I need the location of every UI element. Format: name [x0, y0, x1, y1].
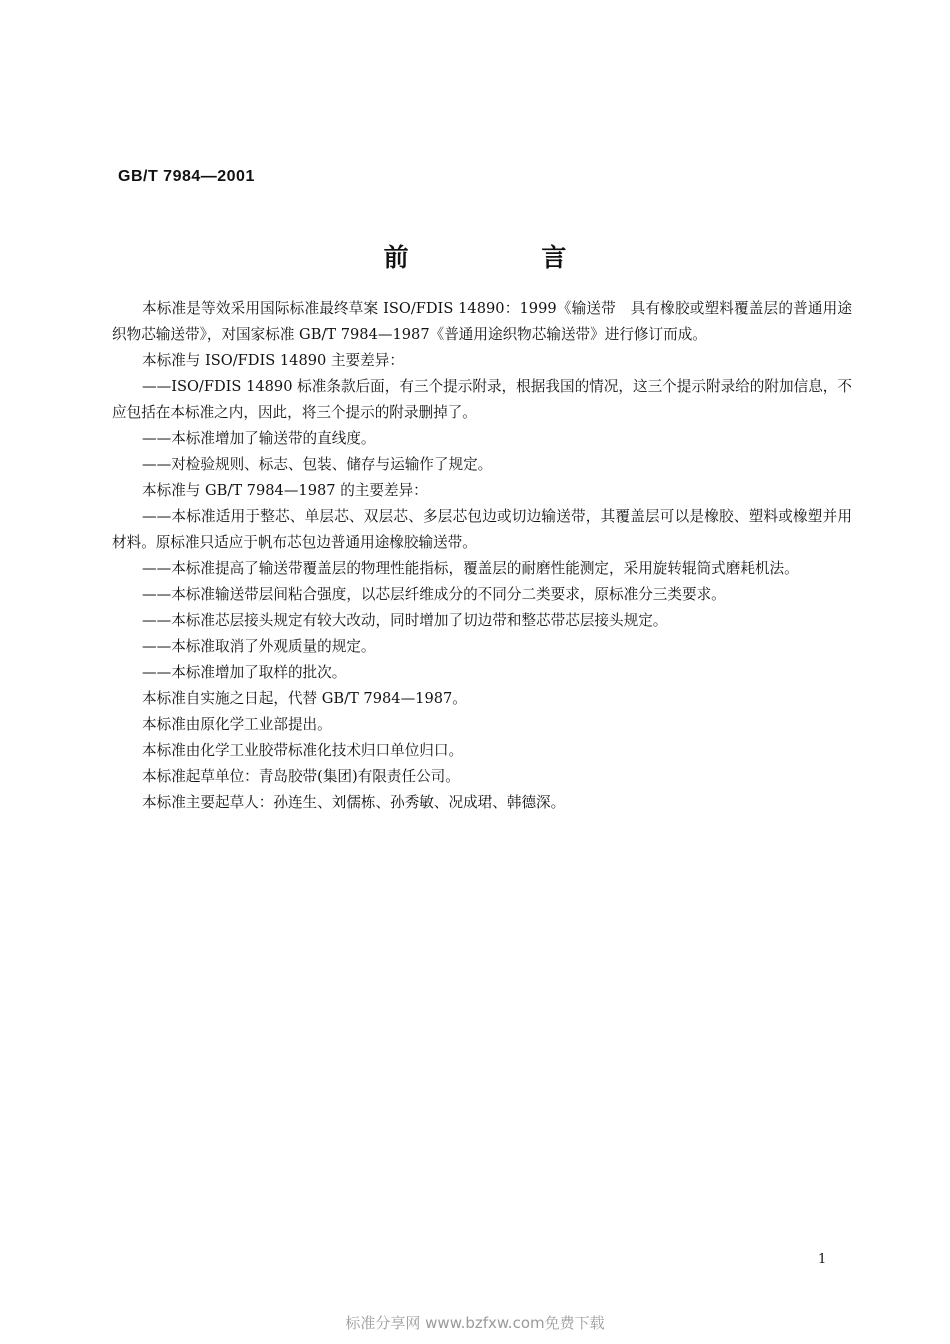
- paragraph: ——本标准输送带层间粘合强度，以芯层纤维成分的不同分二类要求，原标准分三类要求。: [142, 586, 726, 603]
- footer-watermark: 标准分享网 www.bzfxw.com免费下载: [345, 1314, 605, 1332]
- paragraph: 本标准与 ISO/FDIS 14890 主要差异：: [142, 352, 404, 369]
- paragraph: 本标准由原化学工业部提出。: [142, 716, 332, 733]
- paragraph: 本标准由化学工业胶带标准化技术归口单位归口。: [142, 742, 464, 759]
- paragraph: ——本标准取消了外观质量的规定。: [142, 638, 376, 655]
- paragraph: ——ISO/FDIS 14890 标准条款后面，有三个提示附录，根据我国的情况，这三个提示附录给的附加信息，不应包括在本标准之内，因此，将三个提示的附录删掉了。: [112, 378, 852, 421]
- document-body: [112, 296, 852, 816]
- paragraph: ——本标准适用于整芯、单层芯、双层芯、多层芯包边或切边输送带，其覆盖层可以是橡胶、塑料或橡塑并用材料。原标准只适应于帆布芯包边普通用途橡胶输送带。: [112, 508, 852, 551]
- paragraph: ——本标准芯层接头规定有较大改动，同时增加了切边带和整芯带芯层接头规定。: [142, 612, 668, 629]
- page-number: 1: [818, 1252, 827, 1267]
- paragraph: 本标准主要起草人：孙连生、刘儒栋、孙秀敏、况成珺、韩德深。: [142, 794, 566, 811]
- page-title: 前 言: [383, 243, 629, 272]
- paragraph: ——对检验规则、标志、包装、储存与运输作了规定。: [142, 456, 493, 473]
- paragraph: ——本标准提高了输送带覆盖层的物理性能指标，覆盖层的耐磨性能测定，采用旋转辊筒式磨耗机法。: [142, 560, 799, 577]
- paragraph: ——本标准增加了输送带的直线度。: [142, 430, 376, 447]
- standard-id: GB/T 7984—2001: [118, 168, 255, 185]
- paragraph: 本标准起草单位：青岛胶带(集团)有限责任公司。: [142, 768, 460, 785]
- paragraph: 本标准与 GB/T 7984—1987 的主要差异：: [142, 482, 428, 499]
- paragraph: 本标准自实施之日起，代替 GB/T 7984—1987。: [142, 690, 467, 707]
- paragraph: ——本标准增加了取样的批次。: [142, 664, 347, 681]
- paragraph: 本标准是等效采用国际标准最终草案 ISO/FDIS 14890：1999《输送带 具有橡胶或塑料覆盖层的普通用途织物芯输送带》，对国家标准 GB/T 7984—1987《普通用途织物芯输送带》进行修订而成。: [112, 300, 852, 343]
